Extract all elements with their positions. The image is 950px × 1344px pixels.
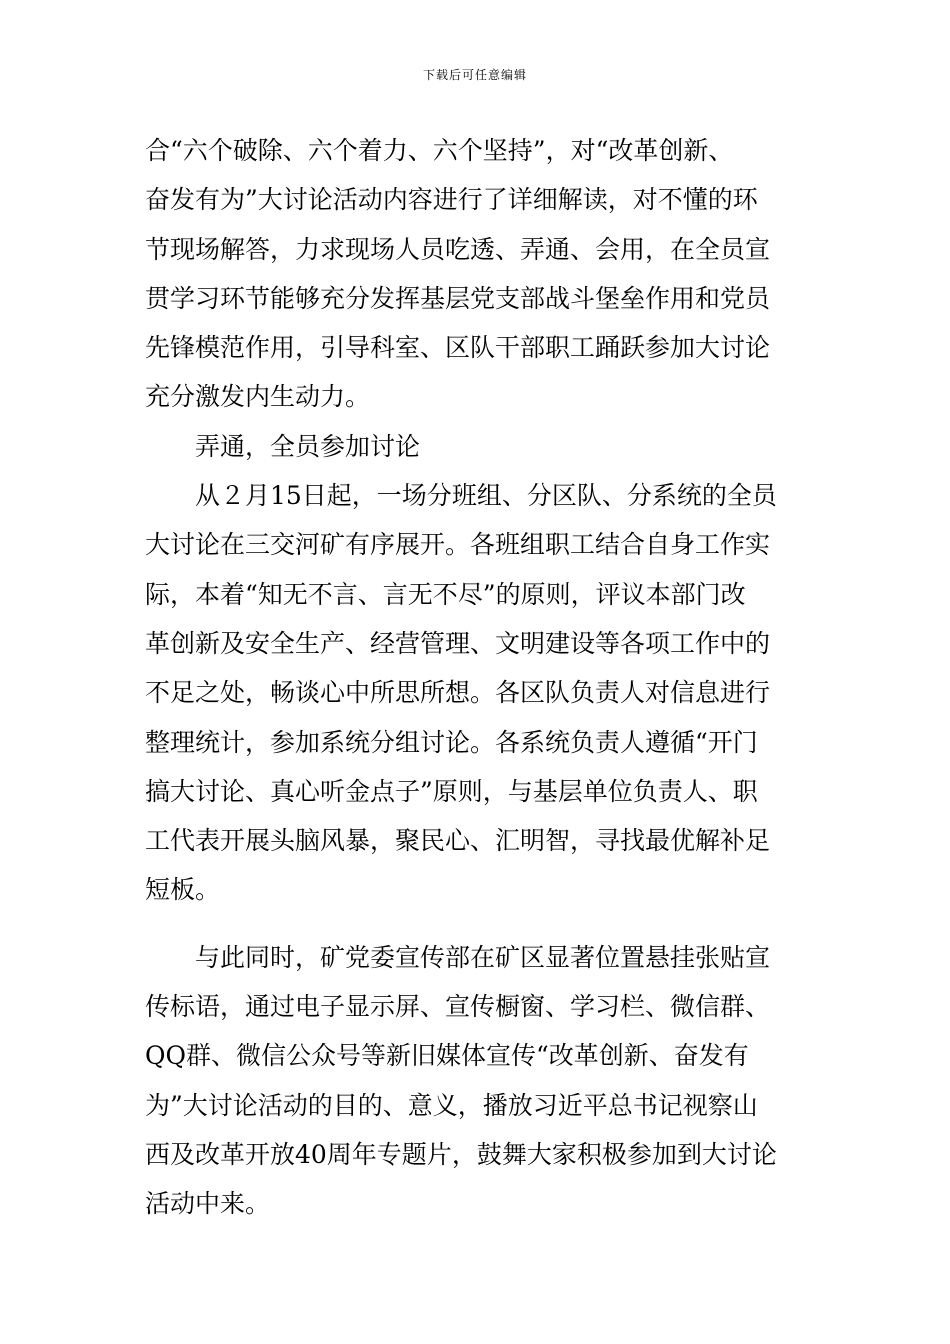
text-line: 先锋模范作用，引导科室、区队干部职工踊跃参加大讨论 — [145, 333, 771, 363]
document-body — [145, 126, 810, 1229]
paragraph-gap — [145, 915, 810, 933]
text-line: 传标语，通过电子显示屏、宣传橱窗、学习栏、微信群、 — [145, 992, 771, 1022]
section-heading: 弄通，全员参加讨论 — [145, 431, 421, 461]
text-line: 整理统计，参加系统分组讨论。各系统负责人遵循“开门 — [145, 727, 758, 757]
text-line: 西及改革开放40周年专题片，鼓舞大家积极参加到大讨论 — [145, 1139, 777, 1169]
text-line: 节现场解答，力求现场人员吃透、弄通、会用，在全员宣 — [145, 234, 771, 264]
text-line: 搞大讨论、真心听金点子”原则，与基层单位负责人、职 — [145, 776, 758, 806]
text-line: 充分激发内生动力。 — [145, 382, 371, 412]
text-line: QQ群、微信公众号等新旧媒体宣传“改革创新、奋发有 — [145, 1041, 749, 1071]
text-line: 与此同时，矿党委宣传部在矿区显著位置悬挂张贴宣 — [145, 942, 771, 972]
text-line: 不足之处，畅谈心中所思所想。各区队负责人对信息进行 — [145, 678, 771, 708]
text-line: 为”大讨论活动的目的、意义，播放习近平总书记视察山 — [145, 1090, 758, 1120]
text-line: 短板。 — [145, 875, 221, 905]
page-header: 下载后可任意编辑 — [422, 68, 527, 82]
text-line: 合“六个破除、六个着力、六个坚持”，对“改革创新、 — [145, 136, 734, 165]
text-line: 工代表开展头脑风暴，聚民心、汇明智，寻找最优解补足 — [145, 826, 771, 856]
text-line: 革创新及安全生产、经营管理、文明建设等各项工作中的 — [145, 628, 771, 658]
text-line: 奋发有为”大讨论活动内容进行了详细解读，对不懂的环 — [145, 185, 758, 215]
text-line: 活动中来。 — [145, 1189, 271, 1219]
text-line: 大讨论在三交河矿有序展开。各班组职工结合自身工作实 — [145, 530, 771, 560]
text-line: 贯学习环节能够充分发挥基层党支部战斗堡垒作用和党员 — [145, 283, 771, 313]
text-line: 从２月15日起，一场分班组、分区队、分系统的全员 — [145, 481, 777, 511]
text-line: 际，本着“知无不言、言无不尽”的原则，评议本部门改 — [145, 579, 746, 609]
